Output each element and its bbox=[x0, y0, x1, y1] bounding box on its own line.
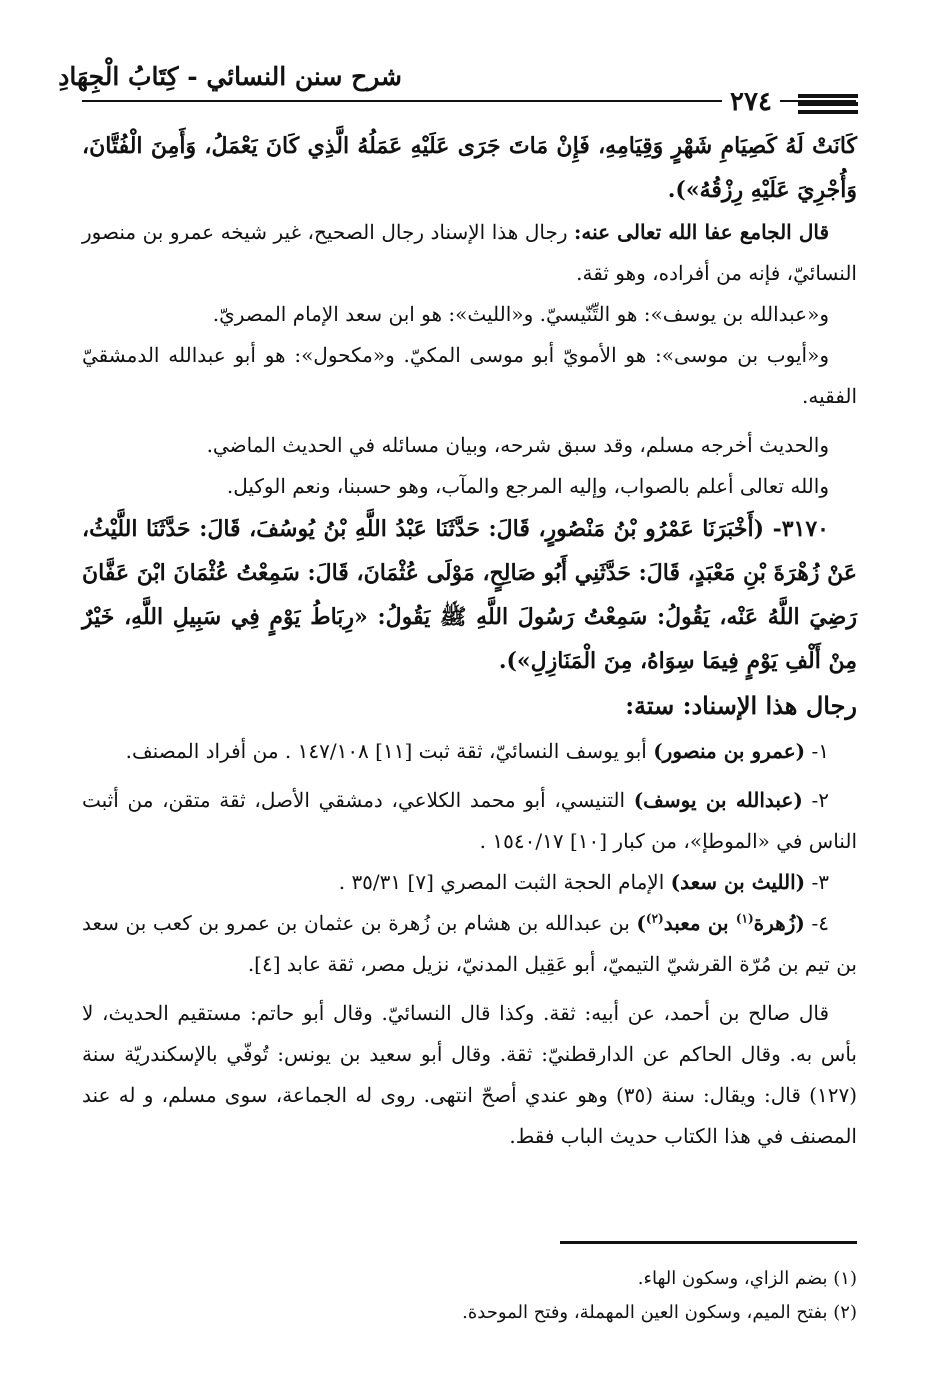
footnote-1: (١) بضم الزاي، وسكون الهاء. bbox=[637, 1268, 857, 1289]
narrator-name: (الليث بن سعد) bbox=[670, 870, 806, 894]
narrator-entry-3 bbox=[82, 862, 857, 903]
page-header bbox=[0, 0, 947, 117]
page-number: ٢٧٤ bbox=[722, 90, 780, 114]
section-heading: رجال هذا الإسناد: ستة: bbox=[625, 691, 857, 720]
narrator-note-2: و«أيوب بن موسى»: هو الأمويّ أبو موسى المكيّ. و«مكحول»: هو أبو عبدالله الدمشقيّ الفقيه. bbox=[82, 343, 857, 408]
book-title: شرح سنن النسائي - كِتَابُ الْجِهَادِ bbox=[58, 62, 402, 91]
footnote-separator bbox=[560, 1241, 857, 1244]
footnote-ref-2[interactable]: (٢) bbox=[645, 911, 664, 926]
name-part: ) bbox=[636, 911, 646, 935]
narrator-details: الإمام الحجة الثبت المصري [٧] ٣٥/٣١ . bbox=[338, 870, 671, 894]
narrator-name: (عبدالله بن يوسف) bbox=[633, 788, 803, 812]
narrator-name bbox=[636, 911, 804, 935]
main-text bbox=[82, 124, 857, 1157]
footnotes bbox=[82, 1262, 857, 1330]
narrator-note-1: و«عبدالله بن يوسف»: هو التِّنّيسيّ. و«الليث»: هو ابن سعد الإمام المصريّ. bbox=[212, 302, 829, 326]
hadith-3170: ٣١٧٠- (أَخْبَرَنَا عَمْرُو بْنُ مَنْصُورٍ، قَالَ: حَدَّثَنَا عَبْدُ اللَّهِ بْنُ يُوسُفَ، قَالَ: حَدَّثَنَا اللَّيْثُ، عَنْ زُهْرَةَ بْنِ مَعْبَدٍ، قَالَ: حَدَّثَنِي أَبُو صَالِحٍ، مَوْلَى عُثْمَانَ، قَالَ: سَمِعْتُ عُثْمَانَ ابْنَ عَفَّانَ رَضِيَ اللَّهُ عَنْه، يَقُولُ: سَمِعْتُ رَسُولَ اللَّهِ ﷺ يَقُولُ: «رِبَاطُ يَوْمٍ فِي سَبِيلِ اللَّهِ، خَيْرٌ مِنْ أَلْفِ يَوْمٍ فِيمَا سِوَاهُ، مِنَ الْمَنَازِلِ»). bbox=[82, 516, 857, 674]
narrator-entry-2 bbox=[82, 780, 857, 862]
name-part: بن معبد bbox=[663, 911, 736, 935]
narrator-name: (عمرو بن منصور) bbox=[653, 739, 806, 763]
decorative-rules bbox=[798, 94, 858, 118]
commentary-text: رجال هذا الإسناد رجال الصحيح، غير شيخه عمرو بن منصور النسائيّ، فإنه من أفراده، وهو ثقة. bbox=[82, 220, 857, 285]
biography-paragraph: قال صالح بن أحمد، عن أبيه: ثقة. وكذا قال النسائيّ. وقال أبو حاتم: مستقيم الحديث، لا بأس به. وقال الحاكم عن الدارقطنيّ: ثقة. وقال أبو سعيد بن يونس: تُوفّي بالإسكندريّة سنة (١٢٧) قال: ويقال: سنة (٣٥) وهو عندي أصحّ انتهى. روى له الجماعة، سوى مسلم، و له عند المصنف في هذا الكتاب حديث الباب فقط. bbox=[82, 1001, 857, 1148]
closing-paragraph: والله تعالى أعلم بالصواب، وإليه المرجع والمآب، وهو حسبنا، ونعم الوكيل. bbox=[226, 474, 829, 498]
entry-number: ٤- bbox=[804, 911, 829, 935]
entry-number: ٢- bbox=[802, 788, 829, 812]
narrator-details: بن عبدالله بن هشام بن زُهرة بن عثمان بن عمرو بن كعب بن سعد بن تيم بن مُرّة القرشيّ التيميّ، أبو عَقِيل المدنيّ، نزيل مصر، ثقة عابد [٤]. bbox=[82, 911, 857, 976]
commentary-paragraph bbox=[82, 212, 857, 294]
hadith-continuation: كَانَتْ لَهُ كَصِيَامِ شَهْرٍ وَقِيَامِهِ، فَإِنْ مَاتَ جَرَى عَلَيْهِ عَمَلُهُ الَّذِي كَانَ يَعْمَلُ، وَأَمِنَ الْفُتَّانَ، وَأُجْرِيَ عَلَيْهِ رِزْقُهُ»). bbox=[82, 133, 857, 203]
name-part: (زُهرة bbox=[753, 911, 805, 935]
narrator-details: أبو يوسف النسائيّ، ثقة ثبت [١١] ١٤٧/١٠٨ . من أفراد المصنف. bbox=[125, 739, 654, 763]
takhrij-paragraph: والحديث أخرجه مسلم، وقد سبق شرحه، وبيان مسائله في الحديث الماضي. bbox=[206, 433, 829, 457]
entry-number: ٣- bbox=[805, 870, 829, 894]
footnote-ref-1[interactable]: (١) bbox=[735, 911, 754, 926]
narrator-entry-4 bbox=[82, 903, 857, 985]
entry-number: ١- bbox=[805, 739, 829, 763]
narrator-entry-1 bbox=[82, 731, 857, 772]
narrator-details: التنيسي، أبو محمد الكلاعي، دمشقي الأصل، ثقة متقن، من أثبت الناس في «الموطإ»، من كبار [١٠] ١٥٤٠/١٧ . bbox=[82, 788, 857, 853]
author-note-label: قال الجامع عفا الله تعالى عنه: bbox=[574, 220, 830, 244]
footnote-2: (٢) بفتح الميم، وسكون العين المهملة، وفتح الموحدة. bbox=[462, 1302, 857, 1323]
